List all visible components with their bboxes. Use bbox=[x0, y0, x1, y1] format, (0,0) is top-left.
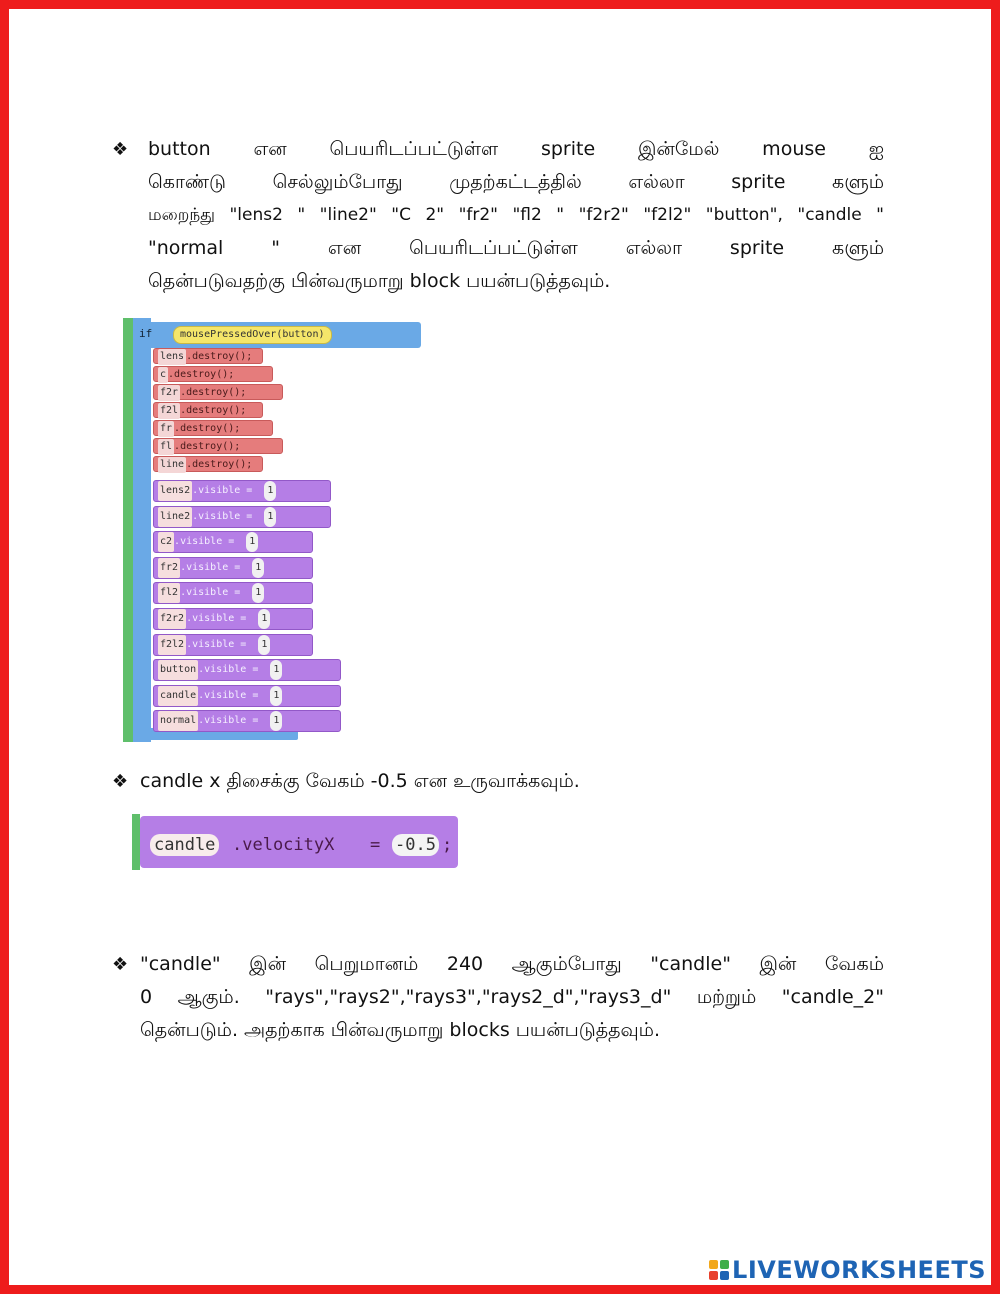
bullet-mark: ❖ bbox=[112, 139, 129, 160]
visible-block bbox=[153, 557, 313, 579]
code-spine bbox=[132, 814, 140, 870]
method-call: .destroy(); bbox=[180, 405, 247, 416]
property-name: .visible bbox=[180, 587, 229, 599]
text-line: மறைந்து "lens2 " "line2" "C 2" "fr2" "fl2 " "f2r2" "f2l2" "button", "candle " bbox=[148, 205, 884, 225]
sprite-name: c2 bbox=[158, 532, 174, 552]
code-block-image-2 bbox=[132, 814, 460, 870]
property-name: .velocityX bbox=[232, 835, 335, 855]
sprite-name: lens2 bbox=[158, 481, 192, 501]
sprite-name: fr bbox=[158, 421, 174, 437]
sprite-name: fr2 bbox=[158, 558, 180, 578]
logo-icon bbox=[709, 1260, 729, 1280]
if-condition: mousePressedOver(button) bbox=[173, 326, 332, 344]
instruction-3 bbox=[112, 948, 884, 1048]
assign-operator: = bbox=[246, 715, 265, 727]
property-name: .visible bbox=[192, 485, 241, 496]
instruction-2 bbox=[112, 765, 884, 798]
value-field: 1 bbox=[258, 609, 270, 629]
text-line: தென்படுவதற்கு பின்வருமாறு block பயன்படுத்தவும். bbox=[148, 270, 611, 292]
visible-block bbox=[153, 582, 313, 604]
if-block bbox=[133, 322, 421, 348]
velocity-block bbox=[140, 816, 458, 868]
sprite-name: line2 bbox=[158, 507, 192, 527]
assign-operator: = bbox=[246, 664, 265, 676]
assign-operator: = bbox=[240, 510, 259, 522]
method-call: .destroy(); bbox=[174, 423, 241, 434]
method-call: .destroy(); bbox=[180, 387, 247, 398]
instruction-3-text bbox=[140, 948, 884, 1047]
property-name: .visible bbox=[198, 715, 247, 727]
instruction-1 bbox=[112, 133, 884, 301]
method-call: .destroy(); bbox=[186, 351, 253, 362]
destroy-block bbox=[153, 456, 263, 472]
assign-operator: = bbox=[222, 536, 241, 548]
sprite-name: c bbox=[158, 367, 168, 383]
property-name: .visible bbox=[180, 561, 229, 573]
visible-block bbox=[153, 634, 313, 656]
destroy-block bbox=[153, 420, 273, 436]
destroy-block bbox=[153, 402, 263, 418]
value-field: 1 bbox=[270, 711, 282, 731]
text-line: கொண்டு செல்லும்போது முதற்கட்டத்தில் எல்லா sprite களும் bbox=[148, 171, 884, 193]
value-field: 1 bbox=[270, 686, 282, 706]
text-line: தென்படும். அதற்காக பின்வருமாறு blocks பயன்படுத்தவும். bbox=[140, 1019, 661, 1041]
destroy-block bbox=[153, 384, 283, 400]
value-field: 1 bbox=[258, 635, 270, 655]
method-call: .destroy(); bbox=[186, 459, 253, 470]
property-name: .visible bbox=[198, 689, 247, 701]
property-name: .visible bbox=[186, 638, 235, 650]
text-line: "candle" இன் பெறுமானம் 240 ஆகும்போது "candle" இன் வேகம் bbox=[140, 953, 884, 975]
bullet-mark: ❖ bbox=[112, 771, 129, 792]
assign-operator: = bbox=[234, 613, 253, 624]
property-name: .visible bbox=[186, 613, 235, 624]
value-field: 1 bbox=[264, 481, 276, 501]
sprite-name: f2r bbox=[158, 385, 180, 401]
assign-operator: = bbox=[228, 561, 247, 573]
sprite-name: button bbox=[158, 660, 198, 680]
value-field: 1 bbox=[246, 532, 258, 552]
visible-block bbox=[153, 506, 331, 528]
assign-operator: = bbox=[234, 638, 253, 650]
sprite-name: lens bbox=[158, 349, 186, 365]
visible-block bbox=[153, 531, 313, 553]
instruction-2-text bbox=[140, 765, 884, 798]
bullet-mark: ❖ bbox=[112, 954, 129, 975]
method-call: .destroy(); bbox=[168, 369, 235, 380]
visible-block bbox=[153, 480, 331, 502]
sprite-name: f2r2 bbox=[158, 609, 186, 629]
value-field: 1 bbox=[252, 558, 264, 578]
sprite-name: candle bbox=[150, 834, 219, 856]
assign-operator: = bbox=[370, 835, 381, 855]
assign-operator: = bbox=[228, 587, 247, 599]
sprite-name: normal bbox=[158, 711, 198, 731]
property-name: .visible bbox=[198, 664, 247, 676]
code-spine-blue bbox=[133, 318, 151, 742]
if-keyword: if bbox=[139, 327, 153, 340]
value-field: 1 bbox=[264, 507, 276, 527]
sprite-name: fl2 bbox=[158, 583, 180, 603]
visible-block bbox=[153, 659, 341, 681]
destroy-block bbox=[153, 438, 283, 454]
sprite-name: f2l bbox=[158, 403, 180, 419]
instruction-1-text bbox=[148, 133, 884, 298]
visible-block bbox=[153, 685, 341, 707]
assign-operator: = bbox=[246, 689, 265, 701]
text-line: "normal " என பெயரிடப்பட்டுள்ள எல்லா sprite களும் bbox=[148, 237, 884, 259]
value-field: -0.5 bbox=[392, 834, 439, 856]
value-field: 1 bbox=[270, 660, 282, 680]
logo-text: LIVEWORKSHEETS bbox=[732, 1256, 986, 1284]
value-field: 1 bbox=[252, 583, 264, 603]
method-call: .destroy(); bbox=[174, 441, 241, 452]
text-line: button என பெயரிடப்பட்டுள்ள sprite இன்மேல் mouse ஐ bbox=[148, 138, 884, 160]
statement-end: ; bbox=[442, 835, 453, 855]
visible-block bbox=[153, 710, 341, 732]
property-name: .visible bbox=[192, 510, 241, 522]
text-line: candle x திசைக்கு வேகம் -0.5 என உருவாக்கவும். bbox=[140, 770, 580, 792]
assign-operator: = bbox=[240, 485, 259, 496]
sprite-name: line bbox=[158, 457, 186, 473]
code-block-image-1 bbox=[123, 318, 423, 742]
sprite-name: candle bbox=[158, 686, 198, 706]
visible-block bbox=[153, 608, 313, 630]
sprite-name: fl bbox=[158, 439, 174, 455]
text-line: 0 ஆகும். "rays","rays2","rays3","rays2_d","rays3_d" மற்றும் "candle_2" bbox=[140, 986, 884, 1008]
destroy-block bbox=[153, 348, 263, 364]
destroy-block bbox=[153, 366, 273, 382]
property-name: .visible bbox=[174, 536, 223, 548]
sprite-name: f2l2 bbox=[158, 635, 186, 655]
liveworksheets-logo bbox=[709, 1256, 986, 1284]
